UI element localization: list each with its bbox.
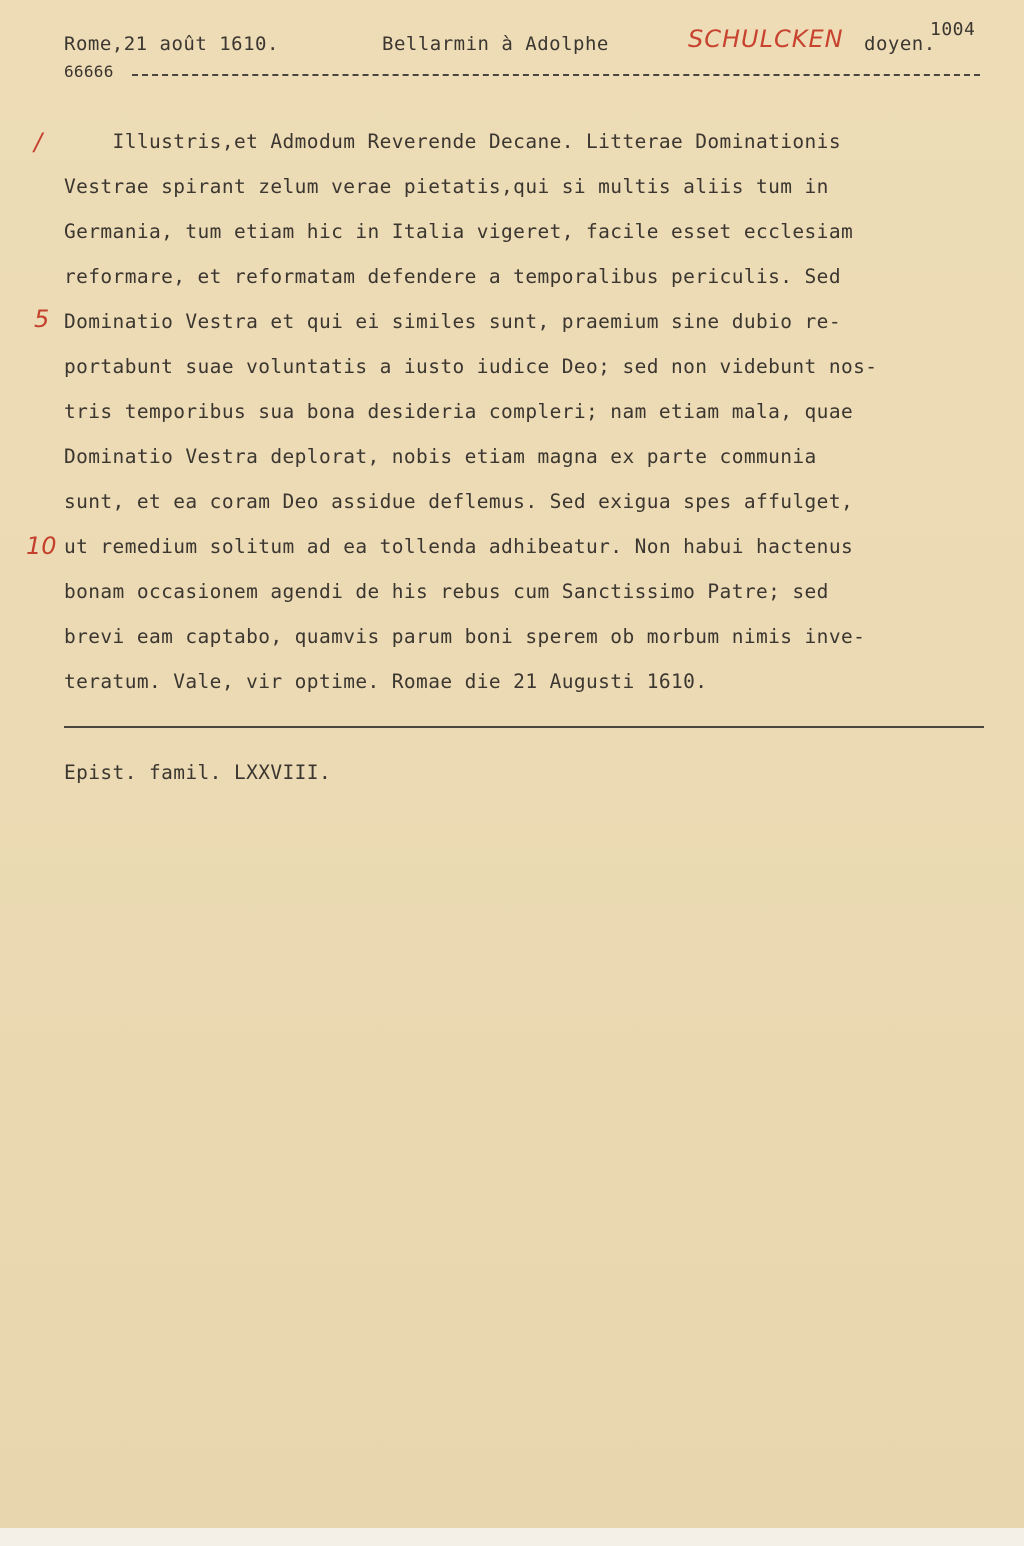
letter-header bbox=[64, 19, 984, 63]
source-reference: Epist. famil. LXXVIII. bbox=[64, 761, 332, 784]
body-line: reformare, et reformatam defendere a temporalibus periculis. Sed bbox=[64, 265, 841, 288]
margin-line-number: 10 bbox=[26, 532, 57, 560]
body-line: brevi eam captabo, quamvis parum boni sperem ob morbum nimis inve- bbox=[64, 625, 866, 648]
footer-rule bbox=[64, 726, 984, 728]
body-line: tris temporibus sua bona desideria compleri; nam etiam mala, quae bbox=[64, 400, 854, 423]
handwritten-recipient-name: SCHULCKEN bbox=[688, 25, 844, 53]
margin-line-number: 5 bbox=[34, 305, 50, 333]
body-line: Vestrae spirant zelum verae pietatis,qui si multis aliis tum in bbox=[64, 175, 829, 198]
body-line: Dominatio Vestra et qui ei similes sunt, praemium sine dubio re- bbox=[64, 310, 841, 333]
body-line: bonam occasionem agendi de his rebus cum Sanctissimo Patre; sed bbox=[64, 580, 829, 603]
body-line: Germania, tum etiam hic in Italia vigeret, facile esset ecclesiam bbox=[64, 220, 854, 243]
place-date: Rome,21 août 1610. bbox=[64, 33, 279, 55]
scan-bottom-edge bbox=[0, 1528, 1024, 1546]
header-dashed-rule bbox=[132, 74, 980, 76]
recipient-title: doyen. bbox=[864, 33, 936, 55]
body-line: teratum. Vale, vir optime. Romae die 21 Augusti 1610. bbox=[64, 670, 708, 693]
body-line: portabunt suae voluntatis a iusto iudice Deo; sed non videbunt nos- bbox=[64, 355, 878, 378]
document-code: 66666 bbox=[64, 62, 114, 81]
body-line: Dominatio Vestra deplorat, nobis etiam magna ex parte communia bbox=[64, 445, 817, 468]
margin-line-number: / bbox=[34, 128, 43, 156]
body-line: ut remedium solitum ad ea tollenda adhibeatur. Non habui hactenus bbox=[64, 535, 854, 558]
page-number: 1004 bbox=[930, 19, 976, 40]
body-line: sunt, et ea coram Deo assidue deflemus. Sed exigua spes affulget, bbox=[64, 490, 854, 513]
sender-recipient: Bellarmin à Adolphe bbox=[382, 33, 609, 55]
body-line: Illustris,et Admodum Reverende Decane. Litterae Dominationis bbox=[64, 130, 841, 153]
